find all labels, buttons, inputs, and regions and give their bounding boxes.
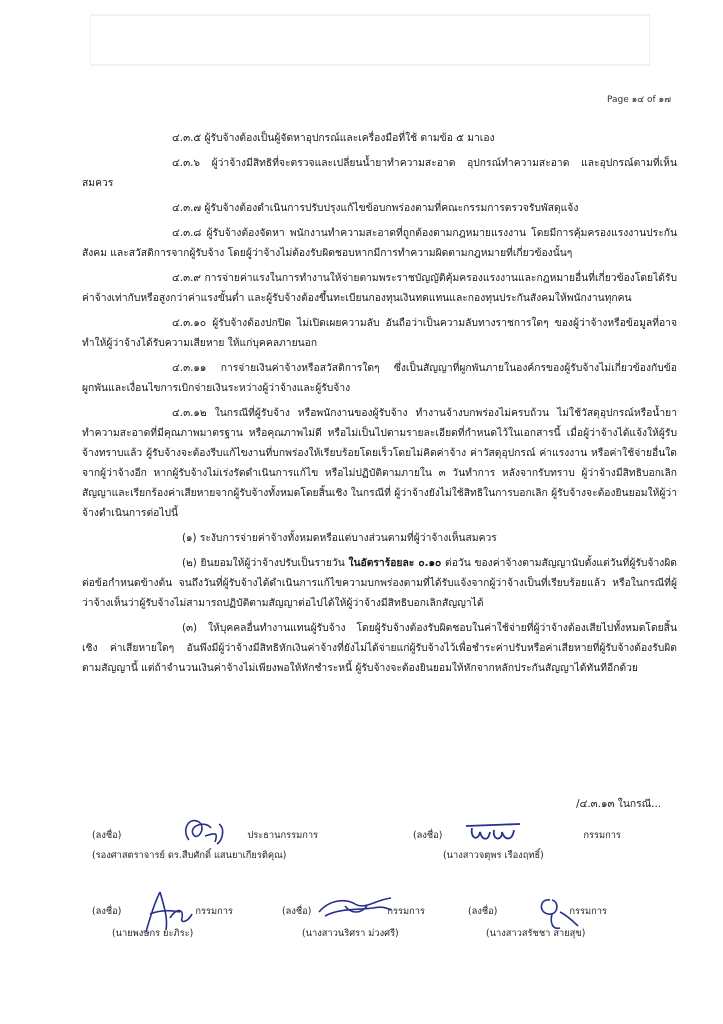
role-label: กรรมการ	[387, 906, 425, 917]
signer-name: (รองศาสตราจารย์ ดร.สืบศักดิ์ แสนยาเกียรติคุณ)	[92, 850, 287, 861]
signature-member-4-scribble	[530, 892, 582, 934]
signer-name: (นางสาวนริศรา ม่วงศรี)	[302, 928, 399, 939]
role-label: กรรมการ	[195, 906, 233, 917]
penalty-rate: ในอัตราร้อยละ ๐.๑๐	[348, 557, 442, 569]
sign-label: (ลงชื่อ)	[468, 906, 498, 917]
signer-name: (นางสาวจตุพร เรืองฤทธิ์)	[443, 850, 544, 861]
sign-label: (ลงชื่อ)	[282, 906, 312, 917]
signer-name: (นางสาวสรัชชา สายสุข)	[486, 928, 586, 939]
clause-4-3-10: ๔.๓.๑๐ ผู้รับจ้างต้องปกปิด ไม่เปิดเผยความลับ อันถือว่าเป็นความลับทางราชการใดๆ ของผู้ว่าจ้างหรือข้อมูลที่อาจทำให้ผู้ว่าจ้างได้รับความเสียหาย ให้แก่บุคคลภายนอก	[82, 317, 677, 349]
clause-4-3-9: ๔.๓.๙ การจ่ายค่าแรงในการทำงานให้จ่ายตามพระราชบัญญัติคุ้มครองแรงงานและกฎหมายอื่นที่เกี่ยวข้องโดยได้รับค่าจ้างเท่ากับหรือสูงกว่าค่าแรงขั้นต่ำ และผู้รับจ้างต้องขึ้นทะเบียนกองทุนเงินทดแทนและกองทุนประกันสังคมให้พนักงานทุกคน	[82, 272, 677, 304]
role-label: กรรมการ	[583, 830, 621, 841]
sub-item-2-tail: ต่อวัน ของค่าจ้างตามสัญญานับตั้งแต่วันที่ผู้รับจ้างผิดต่อข้อกำหนดข้างต้น จนถึงวันที่ผู้รับจ้างได้ดำเนินการแก้ไขความบกพร่องตามที่ได้รับแจ้งจากผู้ว่าจ้างเป็นที่เรียบร้อยแล้ว หรือในกรณีที่ผู้ว่าจ้างเห็นว่าผู้รับจ้างไม่สามารถปฏิบัติตามสัญญาต่อไปได้ให้ผู้ว่าจ้างมีสิทธิบอกเลิกสัญญาได้	[82, 557, 677, 609]
continued-marker: /๔.๓.๑๓ ในกรณี...	[576, 798, 661, 810]
signature-member-2-scribble	[140, 888, 196, 936]
sub-item-2-lead: (๒) ยินยอมให้ผู้ว่าจ้างปรับเป็นรายวัน	[182, 557, 349, 569]
sign-label: (ลงชื่อ)	[92, 830, 122, 841]
clause-4-3-8: ๔.๓.๘ ผู้รับจ้างต้องจัดหา พนักงานทำความสะอาดที่ถูกต้องตามกฎหมายแรงงาน โดยมีการคุ้มครองแรงงานประกันสังคม และสวัสดิการจากผู้รับจ้าง โดยผู้ว่าจ้างไม่ต้องรับผิดชอบหากมีการทำความผิดตามกฎหมายที่เกี่ยวข้องนั้นๆ	[82, 227, 677, 259]
role-label: กรรมการ	[569, 906, 607, 917]
sub-item-2	[82, 553, 677, 613]
sign-label: (ลงชื่อ)	[413, 830, 443, 841]
sub-item-3: (๓) ให้บุคคลอื่นทำงานแทนผู้รับจ้าง โดยผู้รับจ้างต้องรับผิดชอบในค่าใช้จ่ายที่ผู้ว่าจ้างต้องเสียไปทั้งหมดโดยสิ้นเชิง ค่าเสียหายใดๆ อันพึงมีผู้ว่าจ้างมีสิทธิหักเงินค่าจ้างที่ยังไม่ได้จ่ายแก่ผู้รับจ้างไว้เพื่อชำระค่าปรับหรือค่าเสียหายที่ผู้รับจ้างต้องรับผิดตามสัญญานี้ แต่ถ้าจำนวนเงินค่าจ้างไม่เพียงพอให้หักชำระหนี้ ผู้รับจ้างจะต้องยินยอมให้หักจากหลักประกันสัญญาได้ทันทีอีกด้วย	[82, 622, 677, 674]
signer-name: (นายพงษกร ยะภิระ)	[112, 928, 194, 939]
page-number: Page ๑๔ of ๑๗	[606, 95, 671, 105]
sub-item-1: (๑) ระงับการจ่ายค่าจ้างทั้งหมดหรือแต่บางส่วนตามที่ผู้ว่าจ้างเห็นสมควร	[182, 532, 497, 544]
sign-label: (ลงชื่อ)	[92, 906, 122, 917]
clause-4-3-12: ๔.๓.๑๒ ในกรณีที่ผู้รับจ้าง หรือพนักงานของผู้รับจ้าง ทำงานจ้างบกพร่องไม่ครบถ้วน ไม่ใช้วัสดุอุปกรณ์หรือน้ำยาทำความสะอาดที่มีคุณภาพมาตรฐาน หรือคุณภาพไม่ดี หรือไม่เป็นไปตามรายละเอียดที่กำหนดไว้ในเอกสารนี้ เมื่อผู้ว่าจ้างได้แจ้งให้ผู้รับจ้างทราบแล้ว ผู้รับจ้างจะต้องรีบแก้ไขงานที่บกพร่องให้เรียบร้อยโดยเร็วโดยไม่คิดค่าจ้าง ค่าวัสดุอุปกรณ์ ค่าแรงงาน หรือค่าใช้จ่ายอื่นใดจากผู้ว่าจ้างอีก หากผู้รับจ้างไม่เร่งรัดดำเนินการแก้ไข หรือไม่ปฏิบัติตามภายใน ๓ วันทำการ หลังจากรับทราบ ผู้ว่าจ้างมีสิทธิบอกเลิกสัญญาและเรียกร้องค่าเสียหายจากผู้รับจ้างทั้งหมดโดยสิ้นเชิง ในกรณีที่ ผู้ว่าจ้างยังไม่ใช้สิทธิในการบอกเลิก ผู้รับจ้างจะต้องยินยอมให้ผู้ว่าจ้างดำเนินการต่อไปนี้	[82, 407, 677, 519]
watermark-logo	[90, 10, 650, 70]
clause-4-3-6: ๔.๓.๖ ผู้ว่าจ้างมีสิทธิที่จะตรวจและเปลี่ยนน้ำยาทำความสะอาด อุปกรณ์ทำความสะอาด และอุปกรณ์ตามที่เห็นสมควร	[82, 157, 677, 189]
clause-4-3-5: ๔.๓.๕ ผู้รับจ้างต้องเป็นผู้จัดหาอุปกรณ์และเครื่องมือที่ใช้ ตามข้อ ๕ มาเอง	[172, 132, 495, 144]
clause-4-3-11: ๔.๓.๑๑ การจ่ายเงินค่าจ้างหรือสวัสดิการใดๆ ซึ่งเป็นสัญญาที่ผูกพันภายในองค์กรของผู้รับจ้างไม่เกี่ยวข้องกับข้อผูกพันและเงื่อนไขการเบิกจ่ายเงินระหว่างผู้ว่าจ้างและผู้รับจ้าง	[82, 362, 677, 394]
role-label: ประธานกรรมการ	[247, 830, 319, 841]
signature-chair-scribble	[175, 812, 235, 852]
signature-member-3-scribble	[315, 894, 395, 922]
clause-4-3-7: ๔.๓.๗ ผู้รับจ้างต้องดำเนินการปรับปรุงแก้ไขข้อบกพร่องตามที่คณะกรรมการตรวจรับพัสดุแจ้ง	[172, 202, 579, 214]
document-body	[82, 128, 677, 683]
signature-member-1-scribble	[462, 820, 526, 848]
